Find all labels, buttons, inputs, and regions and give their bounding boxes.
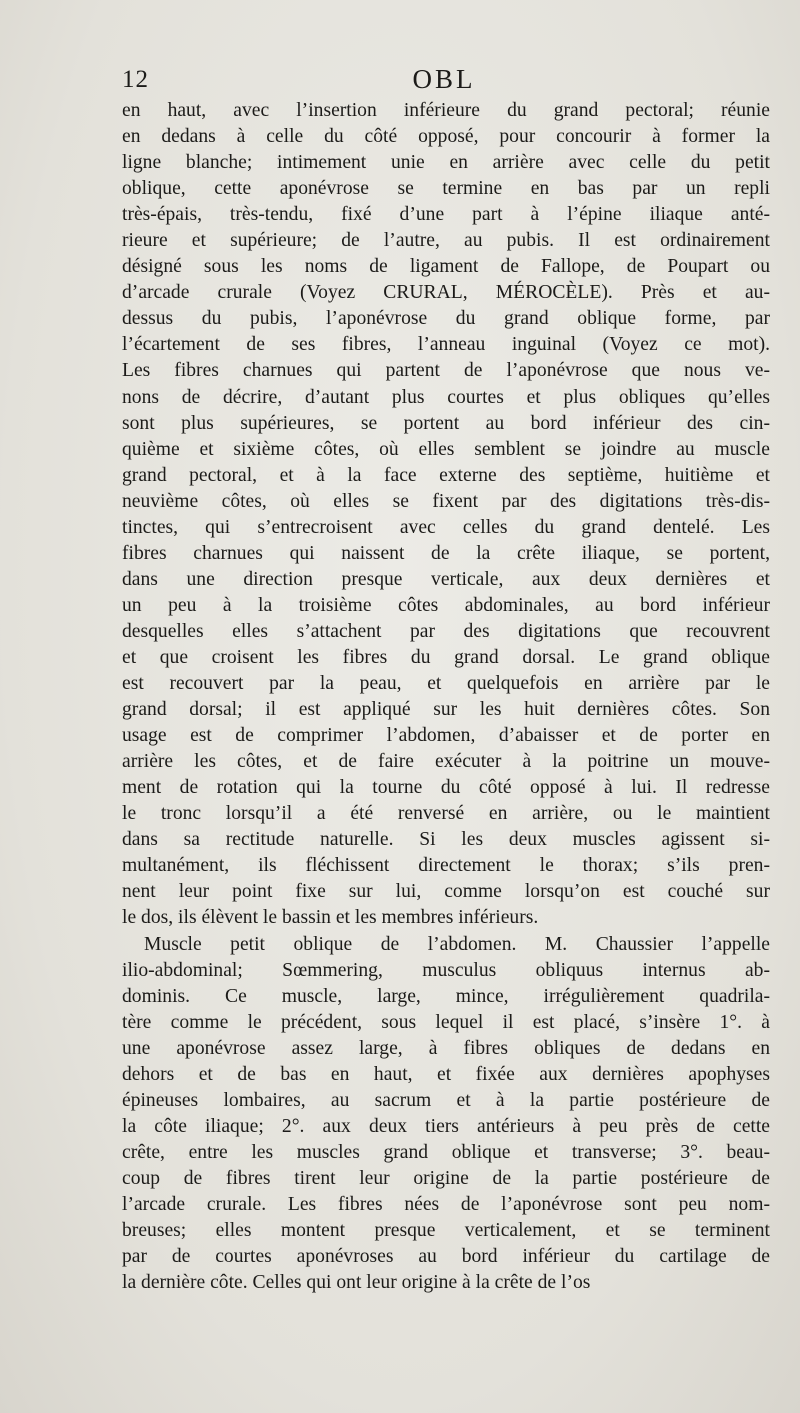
text-line: neuvième côtes, où elles se fixent par des digitations très-dis- <box>122 490 770 512</box>
text-line: un peu à la troisième côtes abdominales, au bord inférieur <box>122 594 770 616</box>
running-head: OBL <box>412 64 476 94</box>
text-line: multanément, ils fléchissent directement le thorax; s’ils pren- <box>122 855 770 877</box>
text-line: grand pectoral, et à la face externe des septième, huitième et <box>122 464 770 486</box>
text-line: très-épais, très-tendu, fixé d’une part à l’épine iliaque anté- <box>122 204 770 226</box>
text-line: le tronc lorsqu’il a été renversé en arrière, ou le maintient <box>122 803 770 825</box>
body-text <box>122 98 770 1296</box>
text-line: d’arcade crurale (Voyez CRURAL, MÉROCÈLE). Près et au- <box>122 282 770 304</box>
text-line: l’arcade crurale. Les fibres nées de l’aponévrose sont peu nom- <box>122 1193 770 1215</box>
text-line: ligne blanche; intimement unie en arrière avec celle du petit <box>122 152 770 174</box>
text-line: nent leur point fixe sur lui, comme lorsqu’on est couché sur <box>122 881 770 903</box>
text-line: sont plus supérieures, se portent au bord inférieur des cin- <box>122 412 770 434</box>
text-line: crête, entre les muscles grand oblique et transverse; 3°. beau- <box>122 1141 770 1163</box>
text-line: usage est de comprimer l’abdomen, d’abaisser et de porter en <box>122 725 770 747</box>
text-line: une aponévrose assez large, à fibres obliques de dedans en <box>122 1037 770 1059</box>
text-line: dans une direction presque verticale, aux deux dernières et <box>122 568 770 590</box>
text-line: fibres charnues qui naissent de la crête iliaque, se portent, <box>122 542 770 564</box>
text-line: dominis. Ce muscle, large, mince, irrégulièrement quadrila- <box>122 985 770 1007</box>
text-line: grand dorsal; il est appliqué sur les huit dernières côtes. Son <box>122 699 770 721</box>
text-line: dans sa rectitude naturelle. Si les deux muscles agissent si- <box>122 829 770 851</box>
text-line: coup de fibres tirent leur origine de la partie postérieure de <box>122 1167 770 1189</box>
text-line: en haut, avec l’insertion inférieure du grand pectoral; réunie <box>122 100 770 121</box>
text-line: la côte iliaque; 2°. aux deux tiers antérieurs à peu près de cette <box>122 1115 770 1137</box>
text-line: ilio-abdominal; Sœmmering, musculus obliquus internus ab- <box>122 959 770 981</box>
text-line: ment de rotation qui la tourne du côté opposé à lui. Il redresse <box>122 777 770 799</box>
text-line: et que croisent les fibres du grand dorsal. Le grand oblique <box>122 646 770 668</box>
text-line: le dos, ils élèvent le bassin et les membres inférieurs. <box>122 907 539 929</box>
text-line: en dedans à celle du côté opposé, pour concourir à former la <box>122 126 770 148</box>
text-line: désigné sous les noms de ligament de Fallope, de Poupart ou <box>122 256 770 278</box>
text-line: quième et sixième côtes, où elles semblent se joindre au muscle <box>122 438 770 460</box>
text-line: dehors et de bas en haut, et fixée aux dernières apophyses <box>122 1063 770 1085</box>
text-line: nons de décrire, d’autant plus courtes et plus obliques qu’elles <box>122 386 770 408</box>
text-line: oblique, cette aponévrose se termine en bas par un repli <box>122 178 770 200</box>
text-line: est recouvert par la peau, et quelquefois en arrière par le <box>122 673 770 695</box>
text-line: la dernière côte. Celles qui ont leur origine à la crête de l’os <box>122 1272 591 1294</box>
text-line: l’écartement de ses fibres, l’anneau inguinal (Voyez ce mot). <box>122 334 770 356</box>
text-line: breuses; elles montent presque verticalement, et se terminent <box>122 1220 770 1242</box>
text-line: Muscle petit oblique de l’abdomen. M. Chaussier l’appelle <box>144 933 770 955</box>
text-line: dessus du pubis, l’aponévrose du grand oblique forme, par <box>122 308 770 330</box>
text-line: arrière les côtes, et de faire exécuter à la poitrine un mouve- <box>122 751 770 773</box>
text-line: épineuses lombaires, au sacrum et à la partie postérieure de <box>122 1089 770 1111</box>
text-line: desquelles elles s’attachent par des digitations que recouvrent <box>122 620 770 642</box>
text-line: Les fibres charnues qui partent de l’aponévrose que nous ve- <box>122 360 770 382</box>
text-line: rieure et supérieure; de l’autre, au pubis. Il est ordinairement <box>122 230 770 252</box>
text-line: tinctes, qui s’entrecroisent avec celles du grand dentelé. Les <box>122 516 770 538</box>
page-header <box>122 66 770 96</box>
text-line: tère comme le précédent, sous lequel il est placé, s’insère 1°. à <box>122 1011 770 1033</box>
text-line: par de courtes aponévroses au bord inférieur du cartilage de <box>122 1246 770 1268</box>
page-number: 12 <box>122 66 149 93</box>
